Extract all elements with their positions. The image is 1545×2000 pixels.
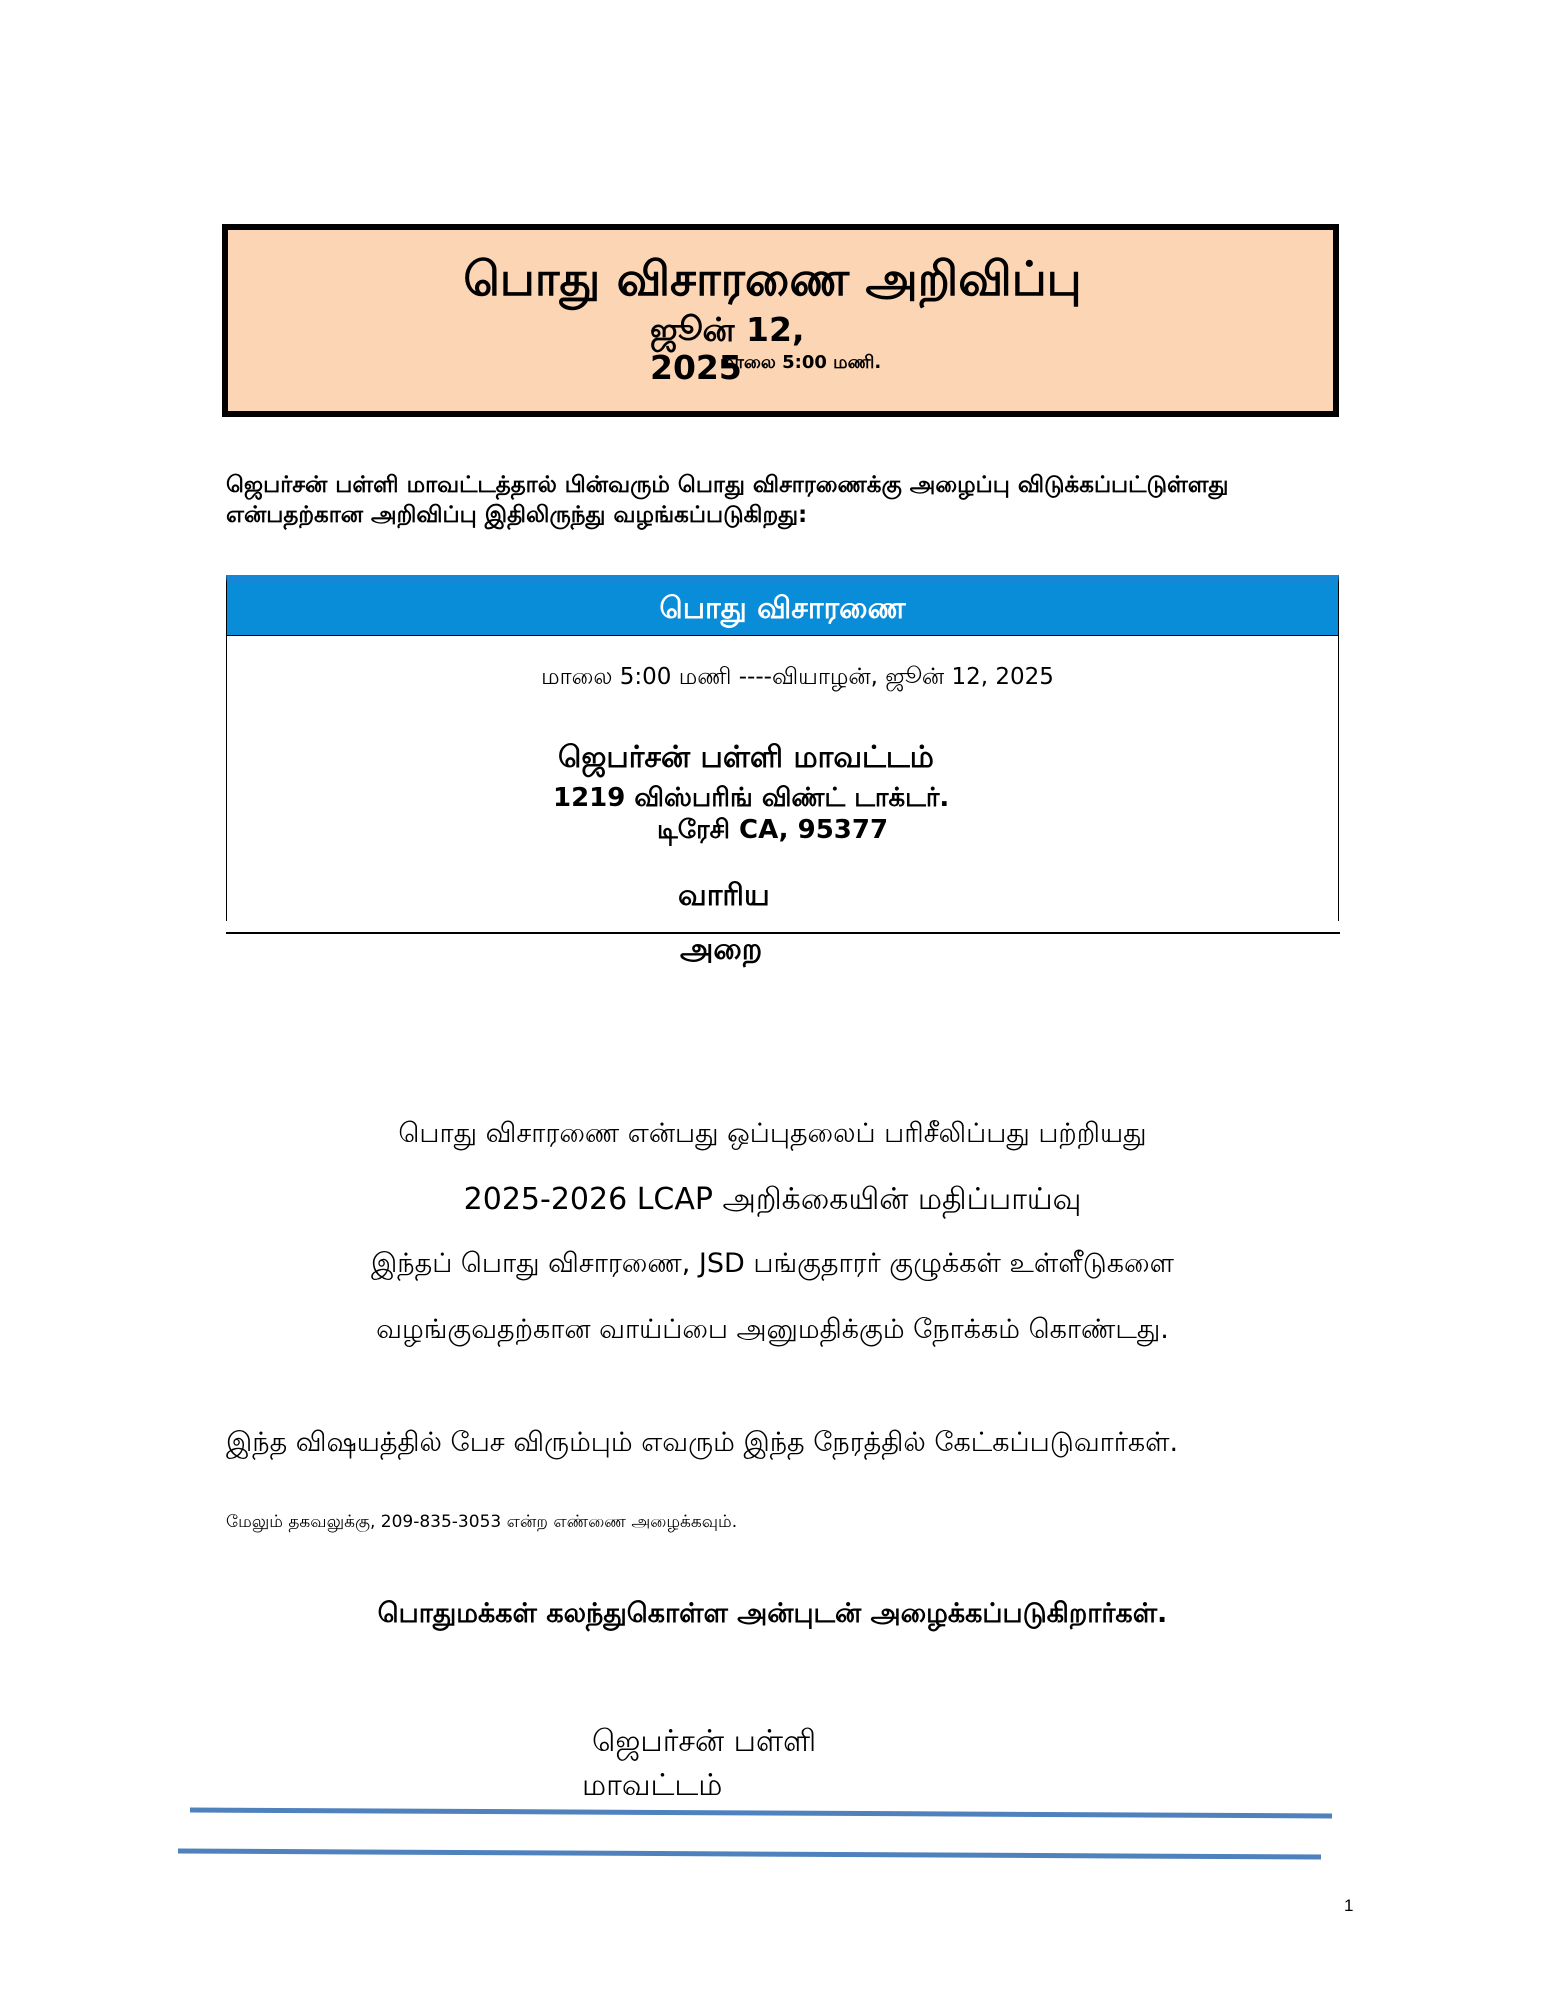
purpose-line-2: 2025-2026 LCAP அறிக்கையின் மதிப்பாய்வு	[463, 1182, 1082, 1217]
public-invitation: பொதுமக்கள் கலந்துகொள்ள அன்புடன் அழைக்கப்படுகிறார்கள்.	[377, 1598, 1168, 1629]
purpose-line-4: வழங்குவதற்கான வாய்ப்பை அனுமதிக்கும் நோக்கம் கொண்டது.	[376, 1314, 1169, 1345]
signature-line-1: ஜெபர்சன் பள்ளி	[592, 1724, 817, 1759]
purpose-line-1: பொது விசாரணை என்பது ஒப்புதலைப் பரிசீலிப்பது பற்றியது	[398, 1118, 1147, 1149]
speak-notice: இந்த விஷயத்தில் பேச விரும்பும் எவரும் இந்த நேரத்தில் கேட்கப்படுவார்கள்.	[226, 1427, 1179, 1458]
header-date-line-2: 2025	[650, 348, 742, 387]
address-city: டிரேசி CA, 95377	[657, 815, 889, 845]
room-line-2: அறை	[680, 932, 763, 967]
page-number: 1	[1344, 1896, 1354, 1915]
header-time: மாலை 5:00 மணி.	[720, 352, 882, 373]
signature-line-2: மாவட்டம்	[582, 1768, 723, 1803]
intro-paragraph: ஜெபர்சன் பள்ளி மாவட்டத்தால் பின்வரும் பொது விசாரணைக்கு அழைப்பு விடுக்கப்பட்டுள்ளது என்பதற்கான அறிவிப்பு இதிலிருந்து வழங்கப்படுகிறது:	[226, 472, 1229, 528]
signature-rule-1	[190, 1810, 1332, 1816]
purpose-line-3: இந்தப் பொது விசாரணை, JSD பங்குதாரர் குழுக்கள் உள்ளீடுகளை	[371, 1248, 1174, 1279]
contact-info: மேலும் தகவலுக்கு, 209-835-3053 என்ற எண்ணை அழைக்கவும்.	[226, 1512, 738, 1532]
organization-name: ஜெபர்சன் பள்ளி மாவட்டம்	[558, 740, 934, 775]
meeting-datetime: மாலை 5:00 மணி ----வியாழன், ஜூன் 12, 2025	[541, 664, 1054, 690]
room-line-1: வாரிய	[678, 878, 770, 913]
signature-rule-2	[178, 1851, 1321, 1857]
hearing-heading: பொது விசாரணை	[227, 583, 1338, 635]
header-date-line-1: ஜூன் 12,	[650, 310, 805, 349]
notice-title: பொது விசாரணை அறிவிப்பு	[463, 252, 1082, 307]
address-street: 1219 விஸ்பரிங் விண்ட் டாக்டர்.	[553, 783, 950, 813]
